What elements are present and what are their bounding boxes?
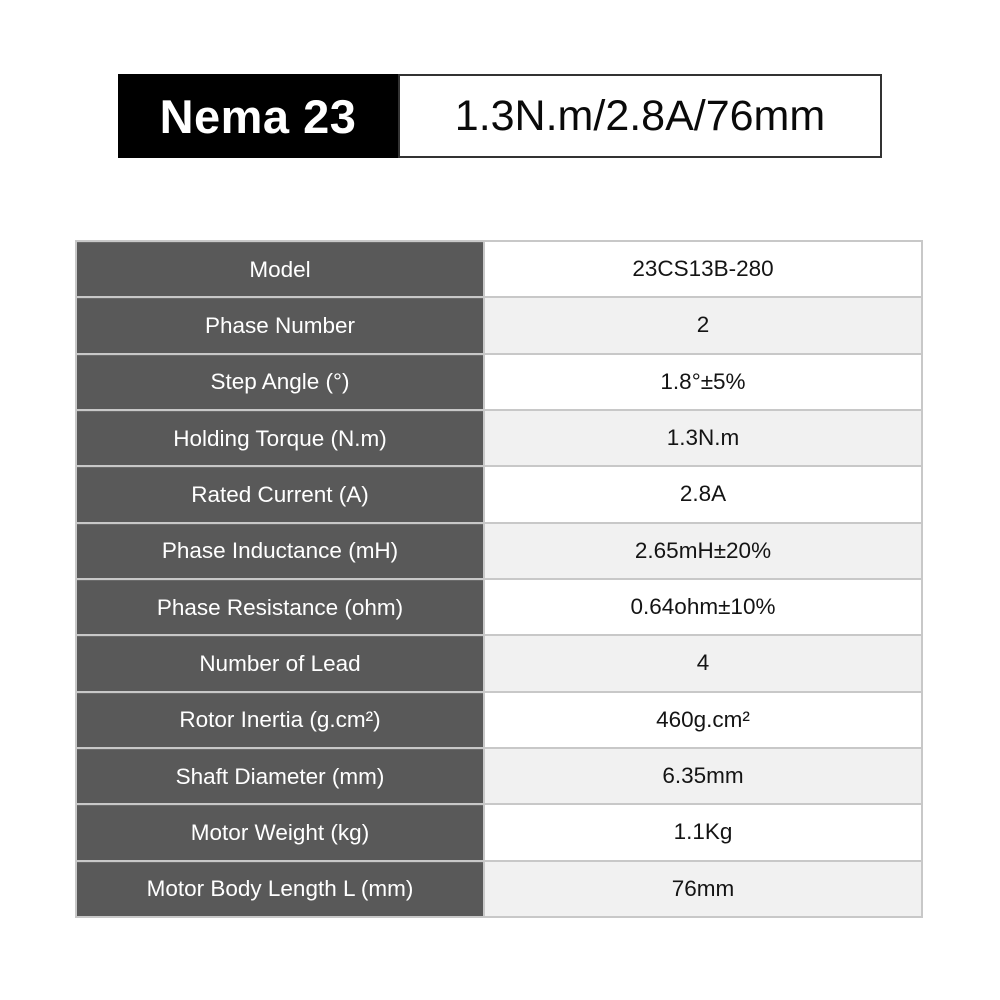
spec-label-cell: Rotor Inertia (g.cm²): [77, 693, 483, 747]
spec-value-cell: 2.65mH±20%: [485, 524, 921, 578]
table-row: [77, 524, 921, 578]
table-row: [77, 411, 921, 465]
spec-value-cell: 1.1Kg: [485, 805, 921, 859]
spec-label-cell: Shaft Diameter (mm): [77, 749, 483, 803]
table-row: [77, 805, 921, 859]
spec-value-cell: 0.64ohm±10%: [485, 580, 921, 634]
spec-value-cell: 76mm: [485, 862, 921, 916]
spec-value-cell: 1.3N.m: [485, 411, 921, 465]
table-row: [77, 749, 921, 803]
spec-label-cell: Rated Current (A): [77, 467, 483, 521]
spec-label-cell: Model: [77, 242, 483, 296]
spec-value-cell: 4: [485, 636, 921, 690]
table-row: [77, 862, 921, 916]
table-row: [77, 298, 921, 352]
table-row: [77, 693, 921, 747]
spec-label-cell: Motor Body Length L (mm): [77, 862, 483, 916]
spec-label-cell: Phase Resistance (ohm): [77, 580, 483, 634]
spec-label-cell: Phase Number: [77, 298, 483, 352]
spec-label-cell: Phase Inductance (mH): [77, 524, 483, 578]
table-row: [77, 467, 921, 521]
spec-label-cell: Number of Lead: [77, 636, 483, 690]
spec-value-cell: 460g.cm²: [485, 693, 921, 747]
spec-label-cell: Motor Weight (kg): [77, 805, 483, 859]
brand-badge: Nema 23: [118, 74, 398, 158]
table-row: [77, 355, 921, 409]
spec-value-cell: 23CS13B-280: [485, 242, 921, 296]
table-row: [77, 636, 921, 690]
spec-value-cell: 1.8°±5%: [485, 355, 921, 409]
spec-value-cell: 6.35mm: [485, 749, 921, 803]
headline-specs: 1.3N.m/2.8A/76mm: [398, 74, 882, 158]
spec-label-cell: Step Angle (°): [77, 355, 483, 409]
spec-table: [75, 240, 923, 918]
spec-label-cell: Holding Torque (N.m): [77, 411, 483, 465]
table-row: [77, 242, 921, 296]
spec-value-cell: 2: [485, 298, 921, 352]
table-row: [77, 580, 921, 634]
header-banner: [118, 74, 882, 158]
spec-value-cell: 2.8A: [485, 467, 921, 521]
